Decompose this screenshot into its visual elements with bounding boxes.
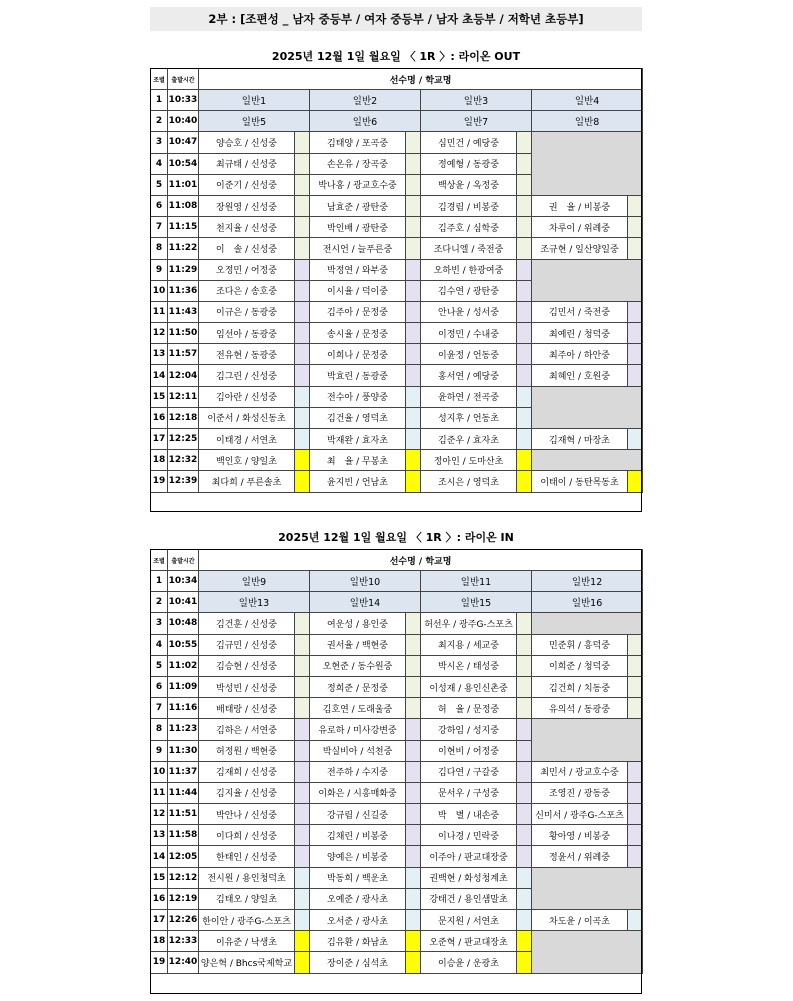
player-school: 최지용 / 세교중 <box>421 634 517 655</box>
player-school: 전시언 / 늘푸른중 <box>310 238 406 259</box>
group-number: 7 <box>151 698 168 719</box>
player-school: 이태이 / 동탄목동초 <box>532 471 628 492</box>
general-slot: 일반5 <box>199 111 310 132</box>
general-slot: 일반4 <box>532 90 643 111</box>
player-school: 박안나 / 신성중 <box>199 804 295 825</box>
player-school: 조영진 / 광동중 <box>532 782 628 803</box>
group-number: 19 <box>151 952 168 973</box>
player-school: 김건희 / 치동중 <box>532 676 628 697</box>
general-slot: 일반3 <box>421 90 532 111</box>
player-school: 김지율 / 신성중 <box>199 782 295 803</box>
player-school: 한태인 / 신성중 <box>199 846 295 867</box>
tee-time: 12:25 <box>168 429 199 450</box>
player-school: 배태랑 / 신성중 <box>199 698 295 719</box>
general-slot: 일반12 <box>532 571 643 592</box>
player-school: 권 율 / 비봉중 <box>532 195 628 216</box>
player-school: 박나홍 / 광교호수중 <box>310 174 406 195</box>
player-school: 김태양 / 포곡중 <box>310 132 406 153</box>
tee-time: 12:04 <box>168 365 199 386</box>
col-header-player-school: 선수명 / 학교명 <box>199 550 643 571</box>
player-school: 정예형 / 동광중 <box>421 153 517 174</box>
tee-time: 11:29 <box>168 259 199 280</box>
player-school: 이희준 / 청덕중 <box>532 655 628 676</box>
player-school: 신미서 / 광주G-스포츠 <box>532 804 628 825</box>
player-school: 박동희 / 백운초 <box>310 867 406 888</box>
tee-time: 11:08 <box>168 195 199 216</box>
player-school: 김경림 / 비봉중 <box>421 195 517 216</box>
player-school: 유로하 / 미사강변중 <box>310 719 406 740</box>
player-school: 오현준 / 동수원중 <box>310 655 406 676</box>
tee-time: 12:33 <box>168 931 199 952</box>
player-school: 김아란 / 신성중 <box>199 386 295 407</box>
player-school: 최규태 / 신성중 <box>199 153 295 174</box>
player-school: 전수아 / 풍양중 <box>310 386 406 407</box>
player-school: 손온유 / 장곡중 <box>310 153 406 174</box>
group-number: 6 <box>151 676 168 697</box>
player-school: 이준기 / 신성중 <box>199 174 295 195</box>
general-slot: 일반6 <box>310 111 421 132</box>
section-frame-in <box>150 549 642 994</box>
player-school: 이유준 / 낙생초 <box>199 931 295 952</box>
player-school: 오준혁 / 판교대장초 <box>421 931 517 952</box>
player-school: 박인배 / 광탄중 <box>310 217 406 238</box>
player-school: 최예린 / 청덕중 <box>532 323 628 344</box>
col-header-player-school: 선수명 / 학교명 <box>199 69 643 90</box>
col-header-time: 출발시간 <box>168 550 199 571</box>
tee-time: 12:39 <box>168 471 199 492</box>
group-number: 16 <box>151 888 168 909</box>
tee-time: 12:11 <box>168 386 199 407</box>
player-school: 임선아 / 동광중 <box>199 323 295 344</box>
player-school: 한이안 / 광주G-스포츠 <box>199 910 295 931</box>
player-school: 백인호 / 양일초 <box>199 450 295 471</box>
tee-time: 10:40 <box>168 111 199 132</box>
player-school: 이주아 / 판교대장중 <box>421 846 517 867</box>
tee-time: 10:54 <box>168 153 199 174</box>
group-number: 12 <box>151 804 168 825</box>
tee-time: 12:26 <box>168 910 199 931</box>
player-school: 천지율 / 신성중 <box>199 217 295 238</box>
player-school: 전유현 / 동광중 <box>199 344 295 365</box>
group-number: 10 <box>151 280 168 301</box>
group-number: 9 <box>151 259 168 280</box>
player-school: 이시율 / 덕이중 <box>310 280 406 301</box>
col-header-time: 출발시간 <box>168 69 199 90</box>
tee-time: 11:36 <box>168 280 199 301</box>
tee-time: 10:47 <box>168 132 199 153</box>
group-number: 18 <box>151 931 168 952</box>
player-school: 조시은 / 영덕초 <box>421 471 517 492</box>
group-number: 2 <box>151 111 168 132</box>
player-school: 정아인 / 도마산초 <box>421 450 517 471</box>
tee-time: 12:18 <box>168 407 199 428</box>
player-school: 강하임 / 성지중 <box>421 719 517 740</box>
tee-time: 11:23 <box>168 719 199 740</box>
player-school: 정윤서 / 위례중 <box>532 846 628 867</box>
group-number: 5 <box>151 655 168 676</box>
group-number: 8 <box>151 238 168 259</box>
group-number: 13 <box>151 344 168 365</box>
player-school: 이준서 / 화성신동초 <box>199 407 295 428</box>
general-slot: 일반15 <box>421 592 532 613</box>
group-number: 13 <box>151 825 168 846</box>
tee-time: 10:48 <box>168 613 199 634</box>
player-school: 강규림 / 신길중 <box>310 804 406 825</box>
player-school: 박실비아 / 석천중 <box>310 740 406 761</box>
group-number: 10 <box>151 761 168 782</box>
tee-time: 11:30 <box>168 740 199 761</box>
group-number: 11 <box>151 782 168 803</box>
player-school: 정희준 / 문정중 <box>310 676 406 697</box>
tee-time: 12:32 <box>168 450 199 471</box>
tee-time: 12:19 <box>168 888 199 909</box>
player-school: 차도윤 / 이곡초 <box>532 910 628 931</box>
section-title-out: 2025년 12월 1일 월요일 〈 1R 〉: 라이온 OUT <box>271 50 521 63</box>
player-school: 김호연 / 도래울중 <box>310 698 406 719</box>
player-school: 유의석 / 동광중 <box>532 698 628 719</box>
group-number: 17 <box>151 910 168 931</box>
col-header-group: 조별 <box>151 550 168 571</box>
player-school: 김승현 / 신성중 <box>199 655 295 676</box>
player-school: 이규은 / 동광중 <box>199 301 295 322</box>
player-school: 김민서 / 죽전중 <box>532 301 628 322</box>
player-school: 김주아 / 문정중 <box>310 301 406 322</box>
section-title-in: 2025년 12월 1일 월요일 〈 1R 〉: 라이온 IN <box>278 531 514 544</box>
player-school: 이 솔 / 신성중 <box>199 238 295 259</box>
tee-time: 12:12 <box>168 867 199 888</box>
group-number: 15 <box>151 867 168 888</box>
player-school: 강태건 / 용인샘말초 <box>421 888 517 909</box>
player-school: 장원영 / 신성중 <box>199 195 295 216</box>
player-school: 조다은 / 송호중 <box>199 280 295 301</box>
player-school: 양승호 / 신성중 <box>199 132 295 153</box>
group-number: 4 <box>151 153 168 174</box>
general-slot: 일반8 <box>532 111 643 132</box>
group-number: 5 <box>151 174 168 195</box>
player-school: 조다니엘 / 죽전중 <box>421 238 517 259</box>
player-school: 남효준 / 광탄중 <box>310 195 406 216</box>
player-school: 오하빈 / 한광여중 <box>421 259 517 280</box>
player-school: 전시원 / 용인청덕초 <box>199 867 295 888</box>
player-school: 김재희 / 신성중 <box>199 761 295 782</box>
general-slot: 일반11 <box>421 571 532 592</box>
group-number: 14 <box>151 846 168 867</box>
player-school: 백상윤 / 옥정중 <box>421 174 517 195</box>
general-slot: 일반16 <box>532 592 643 613</box>
player-school: 김태오 / 양일초 <box>199 888 295 909</box>
player-school: 김준우 / 효자초 <box>421 429 517 450</box>
group-number: 7 <box>151 217 168 238</box>
tee-time: 11:50 <box>168 323 199 344</box>
player-school: 허선우 / 광주G-스포츠 <box>421 613 517 634</box>
group-number: 4 <box>151 634 168 655</box>
player-school: 여운성 / 용인중 <box>310 613 406 634</box>
group-number: 16 <box>151 407 168 428</box>
player-school: 김건훈 / 신성중 <box>199 613 295 634</box>
group-number: 15 <box>151 386 168 407</box>
player-school: 윤지빈 / 언남초 <box>310 471 406 492</box>
general-slot: 일반9 <box>199 571 310 592</box>
player-school: 심민건 / 예당중 <box>421 132 517 153</box>
tee-time: 11:01 <box>168 174 199 195</box>
group-number: 19 <box>151 471 168 492</box>
tee-time: 11:43 <box>168 301 199 322</box>
player-school: 윤하연 / 전곡중 <box>421 386 517 407</box>
tee-time: 11:57 <box>168 344 199 365</box>
player-school: 오정민 / 어정중 <box>199 259 295 280</box>
general-slot: 일반7 <box>421 111 532 132</box>
player-school: 이현비 / 어정중 <box>421 740 517 761</box>
section-frame-out <box>150 68 642 512</box>
player-school: 송시율 / 문정중 <box>310 323 406 344</box>
player-school: 허정원 / 백현중 <box>199 740 295 761</box>
player-school: 양은혁 / Bhcs국제학교 <box>199 952 295 973</box>
player-school: 박효린 / 동광중 <box>310 365 406 386</box>
tee-time: 11:58 <box>168 825 199 846</box>
player-school: 최 율 / 무봉초 <box>310 450 406 471</box>
player-school: 이태경 / 서연초 <box>199 429 295 450</box>
player-school: 김재혁 / 마장초 <box>532 429 628 450</box>
player-school: 문지원 / 서연초 <box>421 910 517 931</box>
player-school: 김다연 / 구갈중 <box>421 761 517 782</box>
tee-time: 12:05 <box>168 846 199 867</box>
player-school: 최혜인 / 호원중 <box>532 365 628 386</box>
general-slot: 일반14 <box>310 592 421 613</box>
player-school: 이나경 / 민락중 <box>421 825 517 846</box>
player-school: 조규현 / 일산양일중 <box>532 238 628 259</box>
tee-time: 12:40 <box>168 952 199 973</box>
tee-time: 11:51 <box>168 804 199 825</box>
player-school: 오예준 / 광사초 <box>310 888 406 909</box>
player-school: 장이준 / 심석초 <box>310 952 406 973</box>
player-school: 이윤정 / 언동중 <box>421 344 517 365</box>
player-school: 박시온 / 태성중 <box>421 655 517 676</box>
player-school: 성지후 / 언동초 <box>421 407 517 428</box>
player-school: 허 율 / 문정중 <box>421 698 517 719</box>
group-number: 9 <box>151 740 168 761</box>
player-school: 박재완 / 효자초 <box>310 429 406 450</box>
tee-time: 11:22 <box>168 238 199 259</box>
page-header: 2부 : [조편성 _ 남자 중등부 / 여자 중등부 / 남자 초등부 / 저학년 초등부] <box>150 7 642 31</box>
player-school: 이화은 / 시흥매화중 <box>310 782 406 803</box>
player-school: 권백현 / 화성청계초 <box>421 867 517 888</box>
player-school: 황아영 / 비봉중 <box>532 825 628 846</box>
player-school: 김수연 / 광탄중 <box>421 280 517 301</box>
tee-time: 11:44 <box>168 782 199 803</box>
general-slot: 일반13 <box>199 592 310 613</box>
tee-time: 11:02 <box>168 655 199 676</box>
player-school: 김건율 / 영덕초 <box>310 407 406 428</box>
player-school: 민준휘 / 흥덕중 <box>532 634 628 655</box>
player-school: 양예은 / 비봉중 <box>310 846 406 867</box>
group-number: 12 <box>151 323 168 344</box>
player-school: 김주호 / 심학중 <box>421 217 517 238</box>
player-school: 이성재 / 용인신촌중 <box>421 676 517 697</box>
player-school: 박 별 / 내손중 <box>421 804 517 825</box>
player-school: 최다희 / 푸른솔초 <box>199 471 295 492</box>
player-school: 홍서연 / 예당중 <box>421 365 517 386</box>
tee-time: 10:41 <box>168 592 199 613</box>
player-school: 김하은 / 서연중 <box>199 719 295 740</box>
group-number: 2 <box>151 592 168 613</box>
player-school: 박성빈 / 신성중 <box>199 676 295 697</box>
player-school: 박정연 / 와부중 <box>310 259 406 280</box>
player-school: 김채린 / 비봉중 <box>310 825 406 846</box>
tee-time: 11:16 <box>168 698 199 719</box>
tee-time: 10:33 <box>168 90 199 111</box>
player-school: 이희나 / 문정중 <box>310 344 406 365</box>
player-school: 차루이 / 위례중 <box>532 217 628 238</box>
group-number: 3 <box>151 613 168 634</box>
player-school: 김유환 / 화남초 <box>310 931 406 952</box>
tee-time: 11:09 <box>168 676 199 697</box>
tee-time: 10:34 <box>168 571 199 592</box>
tee-time: 11:37 <box>168 761 199 782</box>
player-school: 김규민 / 신성중 <box>199 634 295 655</box>
general-slot: 일반10 <box>310 571 421 592</box>
player-school: 안나윤 / 성서중 <box>421 301 517 322</box>
group-number: 14 <box>151 365 168 386</box>
group-number: 3 <box>151 132 168 153</box>
general-slot: 일반1 <box>199 90 310 111</box>
group-number: 1 <box>151 571 168 592</box>
group-number: 11 <box>151 301 168 322</box>
player-school: 최민서 / 광교호수중 <box>532 761 628 782</box>
tee-time: 11:15 <box>168 217 199 238</box>
group-number: 17 <box>151 429 168 450</box>
group-number: 8 <box>151 719 168 740</box>
player-school: 오서준 / 광사초 <box>310 910 406 931</box>
player-school: 이승윤 / 운광초 <box>421 952 517 973</box>
player-school: 최주아 / 하안중 <box>532 344 628 365</box>
col-header-group: 조별 <box>151 69 168 90</box>
player-school: 김그린 / 신성중 <box>199 365 295 386</box>
tee-time: 10:55 <box>168 634 199 655</box>
group-number: 6 <box>151 195 168 216</box>
group-number: 18 <box>151 450 168 471</box>
player-school: 전주하 / 수지중 <box>310 761 406 782</box>
player-school: 문서우 / 구성중 <box>421 782 517 803</box>
player-school: 이다희 / 신성중 <box>199 825 295 846</box>
group-number: 1 <box>151 90 168 111</box>
general-slot: 일반2 <box>310 90 421 111</box>
player-school: 권서율 / 백현중 <box>310 634 406 655</box>
player-school: 이정민 / 수내중 <box>421 323 517 344</box>
